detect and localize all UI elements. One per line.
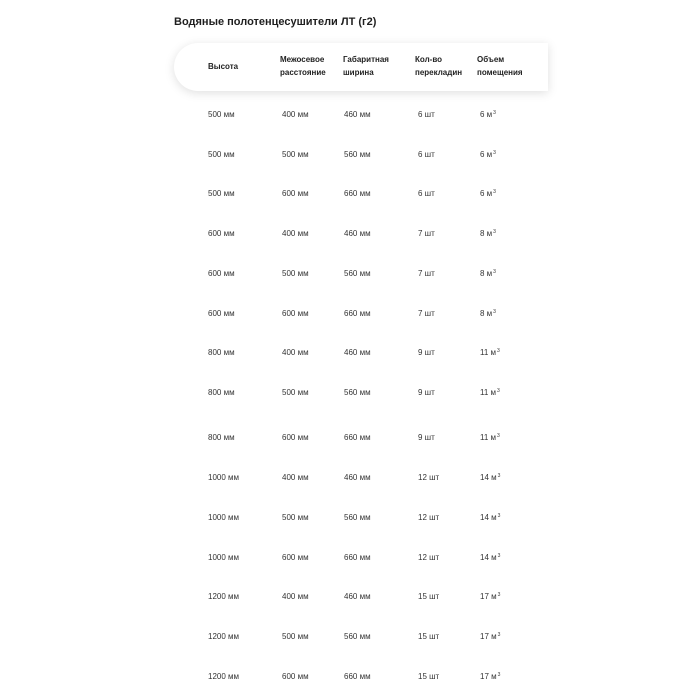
cubic-exponent: 3 [497, 473, 501, 479]
cell-overall-width-text: 660 мм [344, 672, 371, 681]
column-header-label: Высота [208, 62, 239, 71]
cell-overall-width [344, 187, 371, 201]
cell-bar-count-text: 9 шт [418, 348, 435, 357]
cell-height-text: 800 мм [208, 348, 235, 357]
cell-center-distance-text: 500 мм [282, 388, 309, 397]
cell-overall-width-text: 460 мм [344, 229, 371, 238]
cubic-exponent: 3 [493, 189, 496, 195]
column-header-center-distance [280, 53, 326, 79]
table-row [0, 670, 700, 684]
table-row [0, 431, 700, 445]
cell-bar-count [418, 108, 435, 122]
cubic-exponent: 3 [497, 592, 501, 598]
cell-height [208, 630, 239, 644]
cubic-exponent: 3 [497, 553, 501, 559]
table-row [0, 267, 700, 281]
cell-height [208, 108, 235, 122]
cell-overall-width [344, 227, 371, 241]
cell-room-volume [480, 346, 500, 360]
column-header-label: ширина [343, 68, 374, 77]
cell-bar-count-text: 15 шт [418, 672, 440, 681]
column-header-overall-width [343, 53, 389, 79]
cell-center-distance [282, 590, 309, 604]
cell-height [208, 148, 235, 162]
cell-room-volume-text: 6 м [480, 189, 493, 198]
cell-room-volume [480, 108, 496, 122]
cubic-exponent: 3 [497, 388, 500, 394]
cubic-exponent: 3 [497, 632, 501, 638]
cell-overall-width-text: 660 мм [344, 309, 371, 318]
cell-height [208, 267, 235, 281]
cell-center-distance [282, 630, 309, 644]
cell-overall-width-text: 460 мм [344, 348, 371, 357]
cubic-exponent: 3 [493, 309, 496, 315]
cell-center-distance-text: 500 мм [282, 632, 309, 641]
cell-height-text: 600 мм [208, 269, 235, 278]
cell-center-distance-text: 500 мм [282, 269, 309, 278]
cell-height-text: 1200 мм [208, 632, 240, 641]
cell-center-distance [282, 551, 309, 565]
cell-bar-count [418, 431, 435, 445]
cell-bar-count [418, 267, 435, 281]
cubic-exponent: 3 [493, 229, 496, 235]
cell-bar-count-text: 15 шт [418, 592, 440, 601]
cell-center-distance [282, 267, 309, 281]
cell-height [208, 307, 235, 321]
column-header-label: расстояние [280, 68, 326, 77]
table-row [0, 307, 700, 321]
cell-room-volume-text: 17 м [480, 632, 497, 641]
table-row [0, 227, 700, 241]
cell-overall-width [344, 108, 371, 122]
cell-center-distance [282, 670, 309, 684]
cell-bar-count-text: 12 шт [418, 553, 440, 562]
cell-height-text: 1000 мм [208, 513, 240, 522]
cell-center-distance [282, 187, 309, 201]
cell-room-volume-text: 6 м [480, 110, 493, 119]
cell-height [208, 187, 235, 201]
cell-overall-width [344, 267, 371, 281]
cell-height [208, 551, 239, 565]
column-header-label: перекладин [415, 68, 463, 77]
cell-height-text: 1000 мм [208, 553, 240, 562]
cell-room-volume [480, 148, 496, 162]
cell-height [208, 670, 239, 684]
cell-overall-width [344, 307, 371, 321]
cell-room-volume-text: 8 м [480, 309, 493, 318]
cell-height [208, 511, 239, 525]
cell-overall-width [344, 511, 371, 525]
cell-room-volume [480, 431, 500, 445]
cell-overall-width-text: 660 мм [344, 433, 371, 442]
column-header-room-volume [477, 53, 523, 79]
cell-center-distance [282, 108, 309, 122]
cubic-exponent: 3 [497, 672, 501, 678]
cell-room-volume [480, 267, 496, 281]
cell-overall-width [344, 148, 371, 162]
cell-room-volume-text: 17 м [480, 592, 497, 601]
cell-height-text: 600 мм [208, 229, 235, 238]
cell-height-text: 800 мм [208, 388, 235, 397]
cell-bar-count-text: 12 шт [418, 513, 440, 522]
cell-overall-width [344, 386, 371, 400]
cell-height-text: 800 мм [208, 433, 235, 442]
cell-height [208, 471, 239, 485]
cell-center-distance-text: 600 мм [282, 309, 309, 318]
cell-bar-count [418, 227, 435, 241]
cubic-exponent: 3 [493, 150, 496, 156]
cell-room-volume-text: 14 м [480, 553, 497, 562]
cell-bar-count [418, 386, 435, 400]
cell-bar-count [418, 346, 435, 360]
cell-bar-count-text: 15 шт [418, 632, 440, 641]
cell-center-distance [282, 148, 309, 162]
cubic-exponent: 3 [497, 513, 501, 519]
cell-overall-width [344, 346, 371, 360]
cell-room-volume-text: 11 м [480, 388, 497, 397]
cell-bar-count [418, 630, 439, 644]
cell-overall-width-text: 560 мм [344, 150, 371, 159]
cell-bar-count-text: 12 шт [418, 473, 440, 482]
column-header-bar-count [415, 53, 462, 79]
table-row [0, 108, 700, 122]
cell-room-volume-text: 8 м [480, 229, 493, 238]
table-row [0, 187, 700, 201]
cell-center-distance-text: 400 мм [282, 348, 309, 357]
cell-height-text: 1200 мм [208, 672, 240, 681]
cell-room-volume-text: 14 м [480, 473, 497, 482]
cell-bar-count [418, 670, 439, 684]
cell-height [208, 386, 235, 400]
cell-center-distance-text: 600 мм [282, 189, 309, 198]
table-row [0, 630, 700, 644]
cell-overall-width-text: 660 мм [344, 553, 371, 562]
cell-bar-count-text: 7 шт [418, 229, 435, 238]
table-row [0, 346, 700, 360]
cell-bar-count-text: 9 шт [418, 388, 435, 397]
cell-bar-count-text: 7 шт [418, 309, 435, 318]
cell-overall-width [344, 431, 371, 445]
cell-bar-count-text: 7 шт [418, 269, 435, 278]
cell-height-text: 500 мм [208, 150, 235, 159]
cubic-exponent: 3 [497, 433, 500, 439]
cell-room-volume [480, 307, 496, 321]
cell-center-distance [282, 431, 309, 445]
table-row [0, 551, 700, 565]
cell-center-distance-text: 500 мм [282, 150, 309, 159]
cell-room-volume [480, 551, 500, 565]
cubic-exponent: 3 [497, 348, 500, 354]
cell-room-volume [480, 386, 500, 400]
cell-center-distance [282, 227, 309, 241]
cell-overall-width-text: 460 мм [344, 473, 371, 482]
cell-overall-width-text: 560 мм [344, 388, 371, 397]
cell-overall-width-text: 560 мм [344, 632, 371, 641]
cell-room-volume-text: 8 м [480, 269, 493, 278]
cell-overall-width-text: 460 мм [344, 110, 371, 119]
cell-height [208, 346, 235, 360]
cell-bar-count [418, 471, 439, 485]
cell-overall-width [344, 590, 371, 604]
cubic-exponent: 3 [493, 269, 496, 275]
table-row [0, 148, 700, 162]
cell-overall-width [344, 670, 371, 684]
cell-center-distance-text: 500 мм [282, 513, 309, 522]
cell-room-volume-text: 11 м [480, 433, 497, 442]
cell-bar-count-text: 9 шт [418, 433, 435, 442]
cell-bar-count [418, 590, 439, 604]
cell-room-volume [480, 471, 500, 485]
cell-center-distance-text: 400 мм [282, 473, 309, 482]
cell-center-distance-text: 600 мм [282, 672, 309, 681]
cell-bar-count [418, 307, 435, 321]
cell-height-text: 500 мм [208, 110, 235, 119]
cell-height-text: 600 мм [208, 309, 235, 318]
cell-room-volume-text: 14 м [480, 513, 497, 522]
cell-bar-count-text: 6 шт [418, 110, 435, 119]
column-header-label: Объем [477, 55, 505, 64]
cell-center-distance [282, 386, 309, 400]
cell-height [208, 590, 239, 604]
cell-room-volume [480, 670, 500, 684]
column-header-label: Межосевое [280, 55, 325, 64]
column-header-label: помещения [477, 68, 523, 77]
cell-room-volume [480, 590, 500, 604]
cubic-exponent: 3 [493, 110, 496, 116]
cell-bar-count [418, 511, 439, 525]
cell-height [208, 431, 235, 445]
cell-height-text: 500 мм [208, 189, 235, 198]
cell-room-volume [480, 227, 496, 241]
cell-center-distance [282, 307, 309, 321]
cell-room-volume [480, 630, 500, 644]
cell-center-distance-text: 400 мм [282, 110, 309, 119]
cell-center-distance [282, 471, 309, 485]
cell-bar-count [418, 551, 439, 565]
column-header-label: Кол-во [415, 55, 443, 64]
cell-overall-width-text: 660 мм [344, 189, 371, 198]
table-row [0, 471, 700, 485]
cell-center-distance-text: 600 мм [282, 433, 309, 442]
cell-height-text: 1000 мм [208, 473, 240, 482]
cell-room-volume-text: 6 м [480, 150, 493, 159]
cell-bar-count-text: 6 шт [418, 150, 435, 159]
cell-overall-width [344, 551, 371, 565]
column-header-height [208, 60, 238, 73]
cell-center-distance [282, 511, 309, 525]
cell-center-distance [282, 346, 309, 360]
cell-overall-width [344, 630, 371, 644]
cell-room-volume-text: 17 м [480, 672, 497, 681]
page-title: Водяные полотенцесушители ЛТ (г2) [174, 16, 377, 28]
cell-overall-width-text: 560 мм [344, 513, 371, 522]
cell-bar-count [418, 148, 435, 162]
cell-height [208, 227, 235, 241]
cell-overall-width [344, 471, 371, 485]
table-row [0, 511, 700, 525]
table-row [0, 590, 700, 604]
cell-room-volume [480, 187, 496, 201]
cell-room-volume-text: 11 м [480, 348, 497, 357]
cell-overall-width-text: 560 мм [344, 269, 371, 278]
cell-room-volume [480, 511, 500, 525]
cell-overall-width-text: 460 мм [344, 592, 371, 601]
cell-height-text: 1200 мм [208, 592, 240, 601]
cell-center-distance-text: 400 мм [282, 592, 309, 601]
table-row [0, 386, 700, 400]
cell-center-distance-text: 600 мм [282, 553, 309, 562]
column-header-label: Габаритная [343, 55, 389, 64]
cell-center-distance-text: 400 мм [282, 229, 309, 238]
cell-bar-count-text: 6 шт [418, 189, 435, 198]
cell-bar-count [418, 187, 435, 201]
